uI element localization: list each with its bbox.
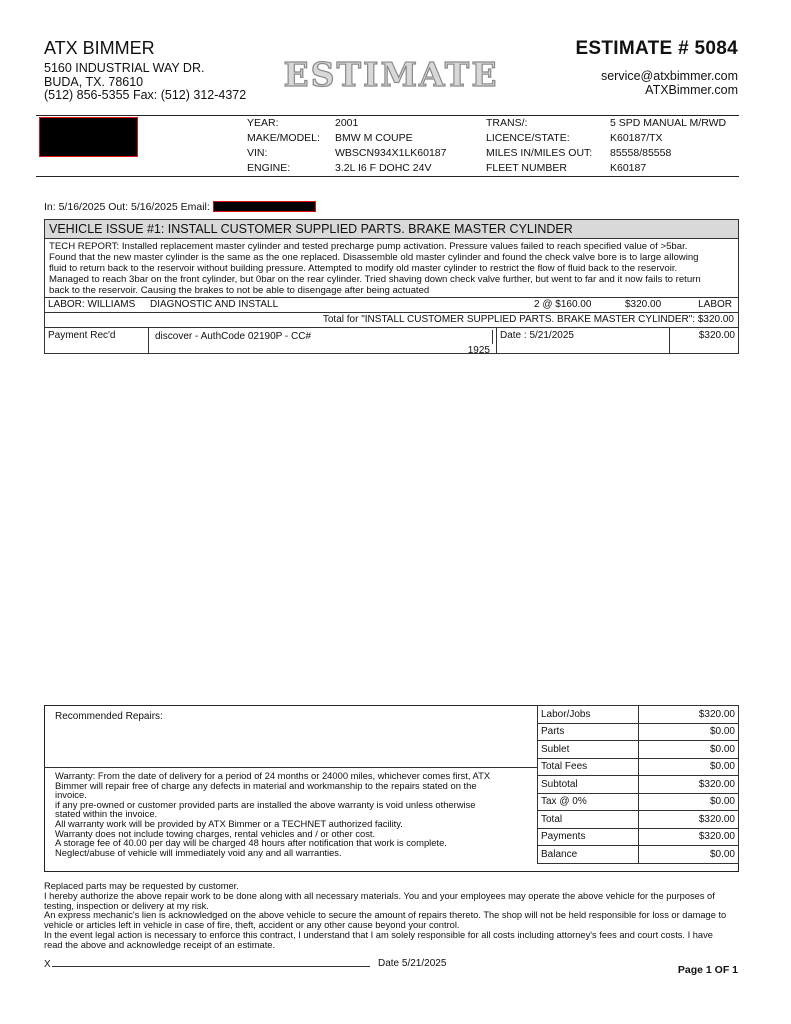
address-line-1: 5160 INDUSTRIAL WAY DR. xyxy=(44,61,205,75)
payment-method xyxy=(149,328,497,356)
legal-line: I hereby authorize the above repair work to be done along with all necessary materials. You and your employees may operate the above vehicle for the purposes of xyxy=(44,890,715,901)
payment-row xyxy=(44,328,739,354)
legal-line: testing, inspection or delivery at my risk. xyxy=(44,900,209,911)
totals-label: Balance xyxy=(538,846,639,864)
fleet-value: K60187 xyxy=(610,162,647,174)
signature-prefix: X xyxy=(44,959,51,970)
totals-value: $320.00 xyxy=(639,776,739,794)
tech-report-line: Found that the new master cylinder is the same as the one replaced. Disassemble old master cylinder and found the check valve bore is to large allowing xyxy=(49,252,699,263)
warranty-line: All warranty work will be provided by ATX Bimmer or a TECHNET authorized facility. xyxy=(55,817,403,829)
trans-label: TRANS/: xyxy=(486,117,528,129)
totals-label: Total xyxy=(538,811,639,829)
payment-amount: $320.00 xyxy=(698,330,735,341)
year-value: 2001 xyxy=(335,117,359,129)
engine-label: ENGINE: xyxy=(247,162,291,174)
shop-contact xyxy=(601,70,738,97)
labor-amount: $320.00 xyxy=(625,299,662,310)
estimate-stamp xyxy=(280,56,502,90)
legal-line: vehicle or articles left in vehicle in case of fire, theft, accident or any other cause beyond your control. xyxy=(44,920,460,931)
estimate-number: ESTIMATE # 5084 xyxy=(575,38,738,59)
licence-value: K60187/TX xyxy=(610,132,663,144)
warranty-text xyxy=(55,771,533,857)
signature-line xyxy=(44,958,370,970)
warranty-line: Warranty: From the date of delivery for a period of 24 months or 24000 miles, whichever comes first, ATX xyxy=(55,770,491,781)
make-model-label: MAKE/MODEL: xyxy=(247,132,320,144)
totals-row xyxy=(538,723,739,741)
tech-report xyxy=(44,239,739,297)
vin-value: WBSCN934X1LK60187 xyxy=(335,147,447,159)
totals-row xyxy=(538,758,739,776)
warranty-line: Bimmer will repair free of charge any defects in material and workmanship to the repairs stated on the xyxy=(55,779,477,791)
redacted-email xyxy=(213,201,316,212)
shop-email: service@atxbimmer.com xyxy=(600,69,738,83)
recommended-repairs-label: Recommended Repairs: xyxy=(55,711,163,722)
make-model-value: BMW M COUPE xyxy=(335,132,413,144)
totals-value: $0.00 xyxy=(639,741,739,759)
in-out-text: In: 5/16/2025 Out: 5/16/2025 Email: xyxy=(44,201,210,213)
totals-label: Tax @ 0% xyxy=(538,793,639,811)
payment-method-line-1: discover - AuthCode 02190P - CC# xyxy=(152,330,493,344)
totals-value: $0.00 xyxy=(639,758,739,776)
labor-tech: LABOR: WILLIAMS xyxy=(48,299,136,310)
totals-value: $320.00 xyxy=(639,811,739,829)
labor-row xyxy=(44,297,739,313)
totals-label: Labor/Jobs xyxy=(538,706,639,724)
warranty-divider xyxy=(44,767,537,768)
legal-line: In the event legal action is necessary to enforce this contract, I understand that I am solely responsible for all costs including attorney's fees and court costs. I have xyxy=(44,929,713,940)
totals-row xyxy=(538,793,739,811)
totals-label: Total Fees xyxy=(538,758,639,776)
labor-description: DIAGNOSTIC AND INSTALL xyxy=(150,299,279,310)
signature-blank[interactable] xyxy=(52,958,370,967)
issue-title: VEHICLE ISSUE #1: INSTALL CUSTOMER SUPPLIED PARTS. BRAKE MASTER CYLINDER xyxy=(44,219,739,239)
tech-report-line: TECH REPORT: Installed replacement master cylinder and tested precharge pump activation. Pressure values failed to reach specified value of >5bar. xyxy=(49,241,688,252)
warranty-line: A storage fee of 40.00 per day will be charged 48 hours after notification that work is complete. xyxy=(55,837,447,849)
totals-value: $0.00 xyxy=(639,846,739,864)
totals-value: $0.00 xyxy=(639,793,739,811)
payment-label: Payment Rec'd xyxy=(45,328,149,353)
vin-label: VIN: xyxy=(247,147,268,159)
in-out-dates xyxy=(44,201,316,213)
engine-value: 3.2L I6 F DOHC 24V xyxy=(335,162,432,174)
totals-row xyxy=(538,706,739,724)
miles-value: 85558/85558 xyxy=(610,147,672,159)
totals-table xyxy=(537,705,739,864)
vehicle-top-rule xyxy=(36,115,739,116)
address-line-2: BUDA, TX. 78610 xyxy=(44,74,144,89)
warranty-line: stated within the invoice. xyxy=(55,808,158,820)
vehicle-bottom-rule xyxy=(36,176,739,177)
totals-value: $0.00 xyxy=(639,723,739,741)
page-number: Page 1 OF 1 xyxy=(677,964,738,976)
totals-label: Parts xyxy=(538,723,639,741)
phone-fax-line: (512) 856-5355 Fax: (512) 312-4372 xyxy=(44,88,247,102)
legal-line: read the above and acknowledge receipt of an estimate. xyxy=(44,939,276,950)
tech-report-line: fluid to return back to the reservoir without building pressure. Attempted to modify old master cylinder to restrict the flow of fluid back to the reservoir. xyxy=(49,263,678,274)
licence-label: LICENCE/STATE: xyxy=(486,132,570,144)
payment-method-line-2: 1925 xyxy=(467,345,490,356)
warranty-line: Neglect/abuse of vehicle will immediately void any and all warranties. xyxy=(55,846,342,858)
totals-row xyxy=(538,776,739,794)
warranty-line: Warranty does not include towing charges, rental vehicles and / or other cost. xyxy=(55,827,376,839)
tech-report-line: Managed to reach 3bar on the front cylinder, but 0bar on the rear cylinder. Tried shaving down check valve further, but went to far and it now fails to return xyxy=(49,274,701,285)
totals-label: Subtotal xyxy=(538,776,639,794)
vehicle-issue-section xyxy=(44,219,739,354)
redacted-customer-info xyxy=(39,117,138,157)
year-label: YEAR: xyxy=(247,117,279,129)
totals-label: Sublet xyxy=(538,741,639,759)
trans-value: 5 SPD MANUAL M/RWD xyxy=(610,117,727,129)
legal-line: Replaced parts may be requested by customer. xyxy=(44,881,239,891)
warranty-line: invoice. xyxy=(55,789,87,801)
authorization-text xyxy=(44,882,744,951)
totals-row xyxy=(538,811,739,829)
shop-website: ATXBimmer.com xyxy=(645,82,738,97)
miles-label: MILES IN/MILES OUT: xyxy=(486,147,593,159)
totals-row xyxy=(538,846,739,864)
totals-row xyxy=(538,828,739,846)
signature-date: Date 5/21/2025 xyxy=(378,958,447,969)
estimate-stamp-text: ESTIMATE xyxy=(283,56,499,90)
totals-value: $320.00 xyxy=(639,706,739,724)
totals-label: Payments xyxy=(538,828,639,846)
company-name: ATX BIMMER xyxy=(44,38,155,58)
labor-type: LABOR xyxy=(698,299,732,310)
payment-date: Date : 5/21/2025 xyxy=(497,328,670,353)
labor-qty-rate: 2 @ $160.00 xyxy=(534,299,592,310)
fleet-label: FLEET NUMBER xyxy=(486,162,567,174)
tech-report-line: back to the reservoir. Causing the brakes to not be able to disengage after being actuated xyxy=(49,285,430,296)
issue-total: Total for "INSTALL CUSTOMER SUPPLIED PARTS. BRAKE MASTER CYLINDER": $320.00 xyxy=(44,313,739,328)
warranty-line: if any pre-owned or customer provided parts are installed the above warranty is void unless otherwise xyxy=(55,798,476,810)
company-address xyxy=(44,62,246,103)
totals-value: $320.00 xyxy=(639,828,739,846)
legal-line: An express mechanic's lien is acknowledged on the above vehicle to secure the amount of repairs thereto. The shop will not be held responsible for loss or damage to xyxy=(44,910,727,921)
totals-row xyxy=(538,741,739,759)
